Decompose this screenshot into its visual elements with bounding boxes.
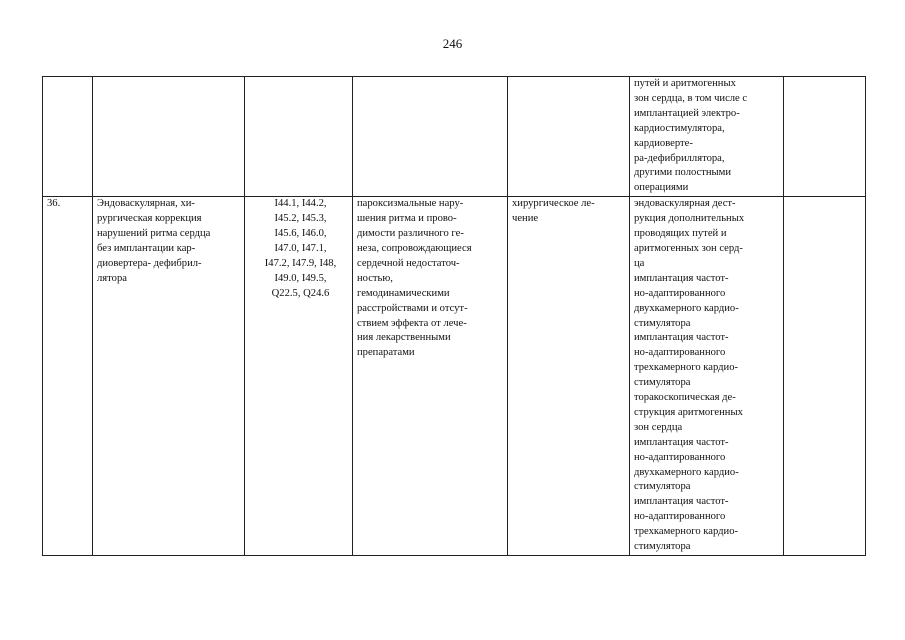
text-line: аритмогенных зон серд- bbox=[634, 242, 743, 254]
text-line: стимулятора bbox=[634, 541, 691, 553]
treatment-type-cell bbox=[508, 197, 630, 556]
procedure-name-cell bbox=[93, 77, 245, 197]
text-line: двухкамерного кардио- bbox=[634, 302, 739, 314]
extra-cell bbox=[784, 77, 866, 197]
text-line: имплантация частот- bbox=[634, 436, 729, 448]
page-number: 246 bbox=[442, 36, 463, 51]
text-line: имплантация частот- bbox=[634, 272, 729, 284]
text-line: ния лекарственными bbox=[357, 332, 451, 344]
text-line: диовертера- дефибрил- bbox=[97, 257, 202, 269]
treatment-method-cell bbox=[630, 197, 784, 556]
text-line: двухкамерного кардио- bbox=[634, 466, 739, 478]
text-line: сердечной недостаточ- bbox=[357, 257, 460, 269]
text-line: ствием эффекта от лече- bbox=[357, 317, 467, 329]
procedure-name-cell bbox=[93, 197, 245, 556]
text-line: рукция дополнительных bbox=[634, 213, 745, 225]
text-line: зон сердца bbox=[634, 421, 683, 433]
text-line: неза, сопровождающиеся bbox=[357, 242, 472, 254]
icd-codes-cell bbox=[245, 77, 353, 197]
text-line: имплантацией электро- bbox=[634, 107, 740, 119]
text-line: I45.6, I46.0, bbox=[274, 228, 327, 240]
row-number-cell: 36. bbox=[43, 197, 93, 556]
text-line: Q22.5, Q24.6 bbox=[271, 287, 330, 299]
text-line: ностью, bbox=[357, 272, 393, 284]
text-line: зон сердца, в том числе с bbox=[634, 92, 748, 104]
text-line: трехкамерного кардио- bbox=[634, 362, 739, 374]
text-line: I49.0, I49.5, bbox=[274, 272, 327, 284]
text-line: нарушений ритма сердца bbox=[97, 228, 211, 240]
text-line: но-адаптированного bbox=[634, 451, 726, 463]
text-line: гемодинамическими bbox=[357, 287, 450, 299]
text-line: операциями bbox=[634, 182, 689, 194]
text-line: другими полостными bbox=[634, 167, 732, 179]
text-line: шения ритма и прово- bbox=[357, 213, 457, 225]
table-row bbox=[43, 197, 866, 556]
text-line: струкция аритмогенных bbox=[634, 406, 743, 418]
text-line: пароксизмальные нару- bbox=[357, 198, 464, 210]
patient-model-cell bbox=[353, 77, 508, 197]
text-line: рургическая коррекция bbox=[97, 213, 202, 225]
text-line: Эндоваскулярная, хи- bbox=[97, 198, 195, 210]
text-line: I44.1, I44.2, bbox=[274, 198, 327, 210]
text-line: стимулятора bbox=[634, 377, 691, 389]
text-line: но-адаптированного bbox=[634, 511, 726, 523]
text-line: но-адаптированного bbox=[634, 287, 726, 299]
text-line: проводящих путей и bbox=[634, 228, 727, 240]
text-line: I45.2, I45.3, bbox=[274, 213, 327, 225]
text-line: стимулятора bbox=[634, 317, 691, 329]
text-line: имплантация частот- bbox=[634, 496, 729, 508]
text-line: димости различного ге- bbox=[357, 228, 464, 240]
table-row bbox=[43, 77, 866, 197]
text-line: имплантация частот- bbox=[634, 332, 729, 344]
treatment-method-cell bbox=[630, 77, 784, 197]
text-line: кардиостимулятора, bbox=[634, 122, 725, 134]
text-line: I47.0, I47.1, bbox=[274, 242, 327, 254]
text-line: лятора bbox=[97, 272, 127, 284]
text-line: кардиоверте- bbox=[634, 137, 693, 149]
text-line: эндоваскулярная дест- bbox=[634, 198, 736, 210]
text-line: препаратами bbox=[357, 347, 415, 359]
text-line: путей и аритмогенных bbox=[634, 78, 736, 89]
text-line: стимулятора bbox=[634, 481, 691, 493]
text-line: ра-дефибриллятора, bbox=[634, 152, 725, 164]
text-line: трехкамерного кардио- bbox=[634, 526, 739, 538]
text-line: торакоскопическая де- bbox=[634, 392, 736, 404]
patient-model-cell bbox=[353, 197, 508, 556]
procedures-table bbox=[42, 76, 866, 556]
extra-cell bbox=[784, 197, 866, 556]
icd-codes-cell bbox=[245, 197, 353, 556]
text-line: расстройствами и отсут- bbox=[357, 302, 468, 314]
text-line: I47.2, I47.9, I48, bbox=[264, 257, 337, 269]
text-line: ца bbox=[634, 257, 645, 269]
text-line: без имплантации кар- bbox=[97, 242, 196, 254]
row-number-cell bbox=[43, 77, 93, 197]
treatment-type-cell bbox=[508, 77, 630, 197]
text-line: но-адаптированного bbox=[634, 347, 726, 359]
text-line: чение bbox=[512, 213, 539, 225]
text-line: хирургическое ле- bbox=[512, 198, 595, 210]
